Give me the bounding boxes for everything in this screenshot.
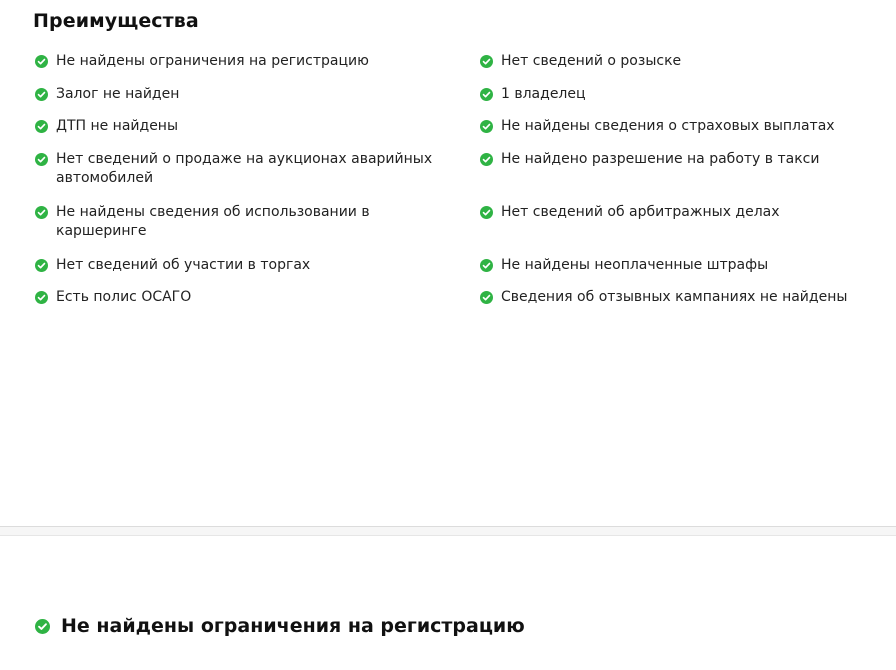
- benefit-text: 1 владелец: [501, 86, 586, 102]
- benefit-item: [35, 288, 465, 307]
- benefit-item: [480, 256, 880, 275]
- check-circle-icon: [480, 259, 493, 272]
- benefit-text: Нет сведений о розыске: [501, 53, 682, 69]
- check-circle-icon: [480, 55, 493, 68]
- detail-heading: [35, 615, 525, 637]
- check-circle-icon: [35, 153, 48, 166]
- benefit-item: [480, 85, 880, 104]
- benefit-text: Залог не найден: [56, 86, 180, 102]
- check-circle-icon: [480, 88, 493, 101]
- check-circle-icon: [35, 619, 50, 634]
- benefit-item: [35, 150, 460, 188]
- benefit-item: [480, 52, 880, 71]
- benefit-item: [35, 256, 465, 275]
- benefit-text: Нет сведений об арбитражных делах: [501, 204, 780, 220]
- check-circle-icon: [35, 206, 48, 219]
- check-circle-icon: [480, 153, 493, 166]
- benefit-text: ДТП не найдены: [56, 118, 179, 134]
- check-circle-icon: [35, 259, 48, 272]
- benefit-item: [35, 85, 465, 104]
- benefit-text: Сведения об отзывных кампаниях не найдены: [501, 289, 848, 305]
- benefit-text: Не найдены неоплаченные штрафы: [501, 257, 769, 273]
- check-circle-icon: [480, 120, 493, 133]
- section-separator-band: [0, 527, 896, 536]
- benefit-item: [480, 288, 880, 307]
- check-circle-icon: [35, 88, 48, 101]
- benefit-item: [35, 117, 465, 136]
- check-circle-icon: [480, 291, 493, 304]
- check-circle-icon: [35, 55, 48, 68]
- benefit-item: [480, 117, 880, 136]
- benefit-text: Не найдены сведения об использовании в каршеринге: [56, 204, 370, 239]
- check-circle-icon: [35, 120, 48, 133]
- benefit-item: [480, 150, 880, 169]
- benefits-section: [0, 0, 896, 320]
- detail-heading-text: Не найдены ограничения на регистрацию: [61, 615, 525, 637]
- benefit-text: Есть полис ОСАГО: [56, 289, 192, 305]
- benefit-text: Не найдены сведения о страховых выплатах: [501, 118, 835, 134]
- benefit-item: [35, 203, 395, 241]
- check-circle-icon: [35, 291, 48, 304]
- benefit-item: [480, 203, 880, 222]
- benefit-text: Не найдены ограничения на регистрацию: [56, 53, 369, 69]
- check-circle-icon: [480, 206, 493, 219]
- benefit-item: [35, 52, 465, 71]
- benefit-text: Нет сведений об участии в торгах: [56, 257, 311, 273]
- section-title: Преимущества: [33, 10, 199, 32]
- benefit-text: Нет сведений о продаже на аукционах аварийных автомобилей: [56, 151, 433, 186]
- benefit-text: Не найдено разрешение на работу в такси: [501, 151, 820, 167]
